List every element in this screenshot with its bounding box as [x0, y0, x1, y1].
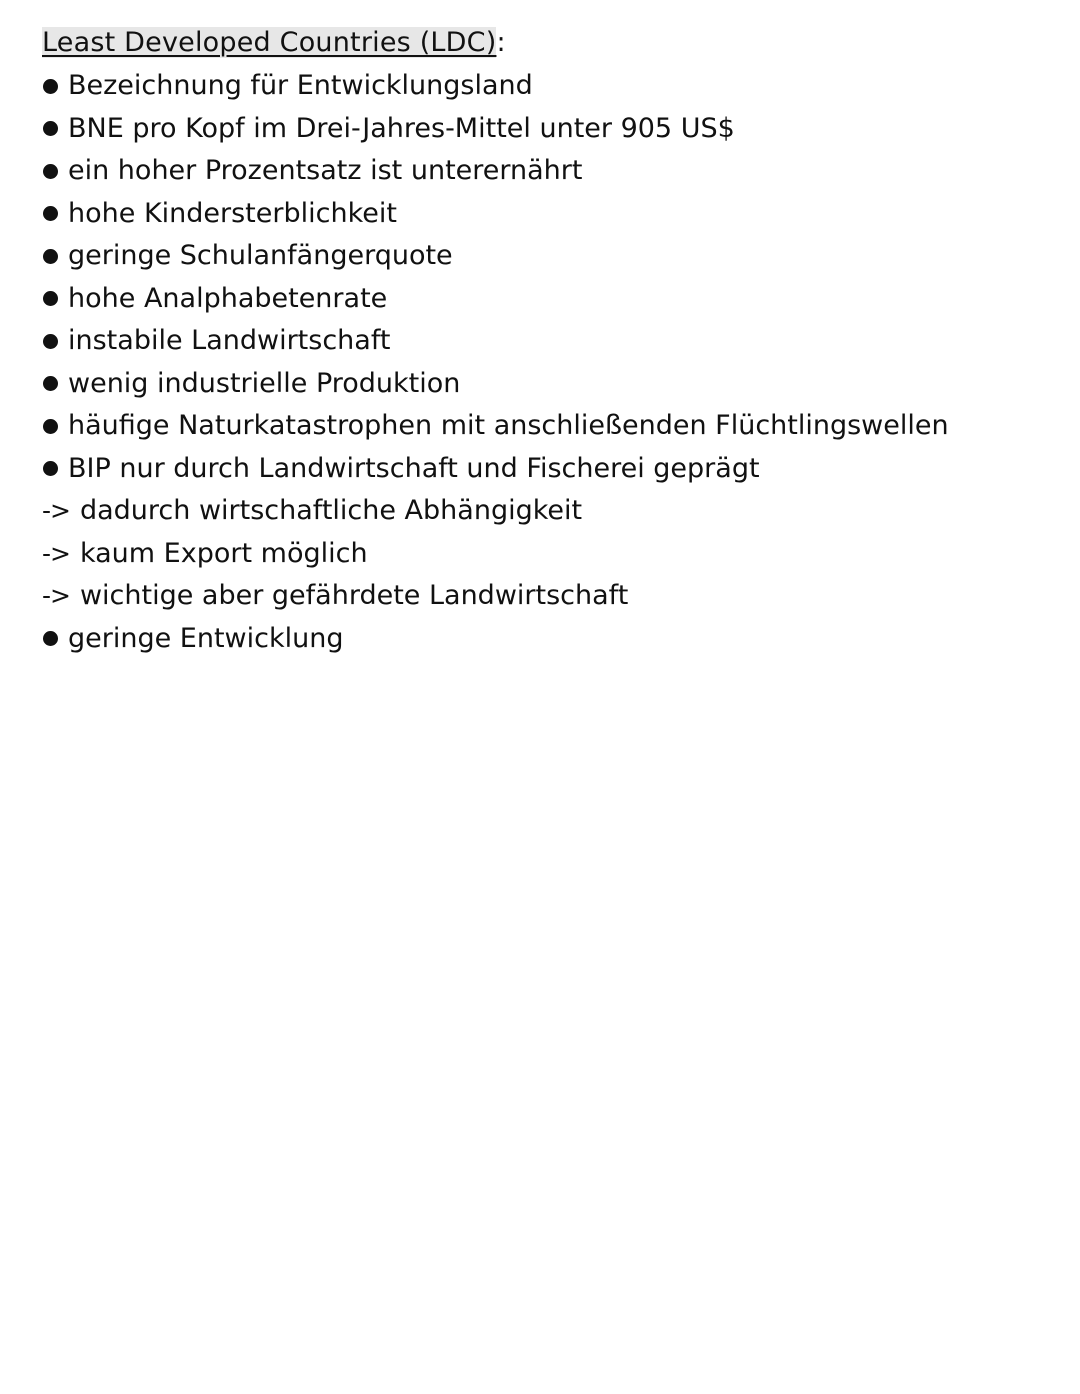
list-item — [42, 575, 949, 618]
list-item-text: dadurch wirtschaftliche Abhängigkeit — [79, 495, 583, 526]
arrow-icon: -> — [42, 538, 70, 568]
list-item — [42, 533, 949, 576]
list-item-text: hohe Analphabetenrate — [68, 282, 388, 314]
arrow-icon: -> — [42, 581, 70, 610]
list-item — [42, 65, 949, 108]
list-item — [42, 618, 949, 661]
bullet-icon — [43, 249, 58, 264]
list-item — [42, 405, 949, 448]
bullet-icon — [43, 631, 58, 646]
bullet-icon — [43, 334, 58, 349]
list-item-text: hohe Kindersterblichkeit — [68, 197, 397, 229]
list-item — [42, 320, 949, 363]
list-item — [42, 278, 949, 321]
list-item-text: BNE pro Kopf im Drei-Jahres-Mittel unter 905 US$ — [68, 112, 735, 144]
list-item-text: geringe Entwicklung — [68, 622, 344, 654]
arrow-icon: -> — [42, 496, 70, 525]
list-item-text: instabile Landwirtschaft — [68, 325, 391, 356]
list-item — [42, 150, 949, 193]
list-item-text: geringe Schulanfängerquote — [68, 240, 453, 271]
list-item — [42, 108, 949, 151]
bullet-icon — [43, 206, 58, 221]
list-item — [42, 363, 949, 406]
bullet-icon — [43, 121, 58, 136]
list-item-text: häufige Naturkatastrophen mit anschließenden Flüchtlingswellen — [68, 410, 949, 441]
list-item — [42, 448, 949, 491]
bullet-icon — [43, 79, 58, 94]
bullet-icon — [43, 461, 58, 476]
list-item — [42, 193, 949, 236]
bullet-icon — [43, 376, 58, 391]
list-item-text: ein hoher Prozentsatz ist unterernährt — [68, 155, 583, 186]
list-item-text: BIP nur durch Landwirtschaft und Fischerei geprägt — [68, 452, 760, 484]
title-text: Least Developed Countries (LDC) — [42, 27, 497, 58]
bullet-icon — [43, 419, 58, 434]
page-title — [42, 26, 506, 60]
list-item — [42, 490, 949, 533]
list-item-text: wenig industrielle Produktion — [68, 367, 461, 399]
bullet-icon — [43, 164, 58, 179]
list-item-text: Bezeichnung für Entwicklungsland — [68, 70, 533, 101]
list-item-text: wichtige aber gefährdete Landwirtschaft — [79, 580, 629, 611]
list-item — [42, 235, 949, 278]
bullet-icon — [43, 291, 58, 306]
title-colon: : — [496, 27, 506, 58]
bullet-list — [42, 65, 949, 660]
list-item-text: kaum Export möglich — [79, 537, 368, 569]
